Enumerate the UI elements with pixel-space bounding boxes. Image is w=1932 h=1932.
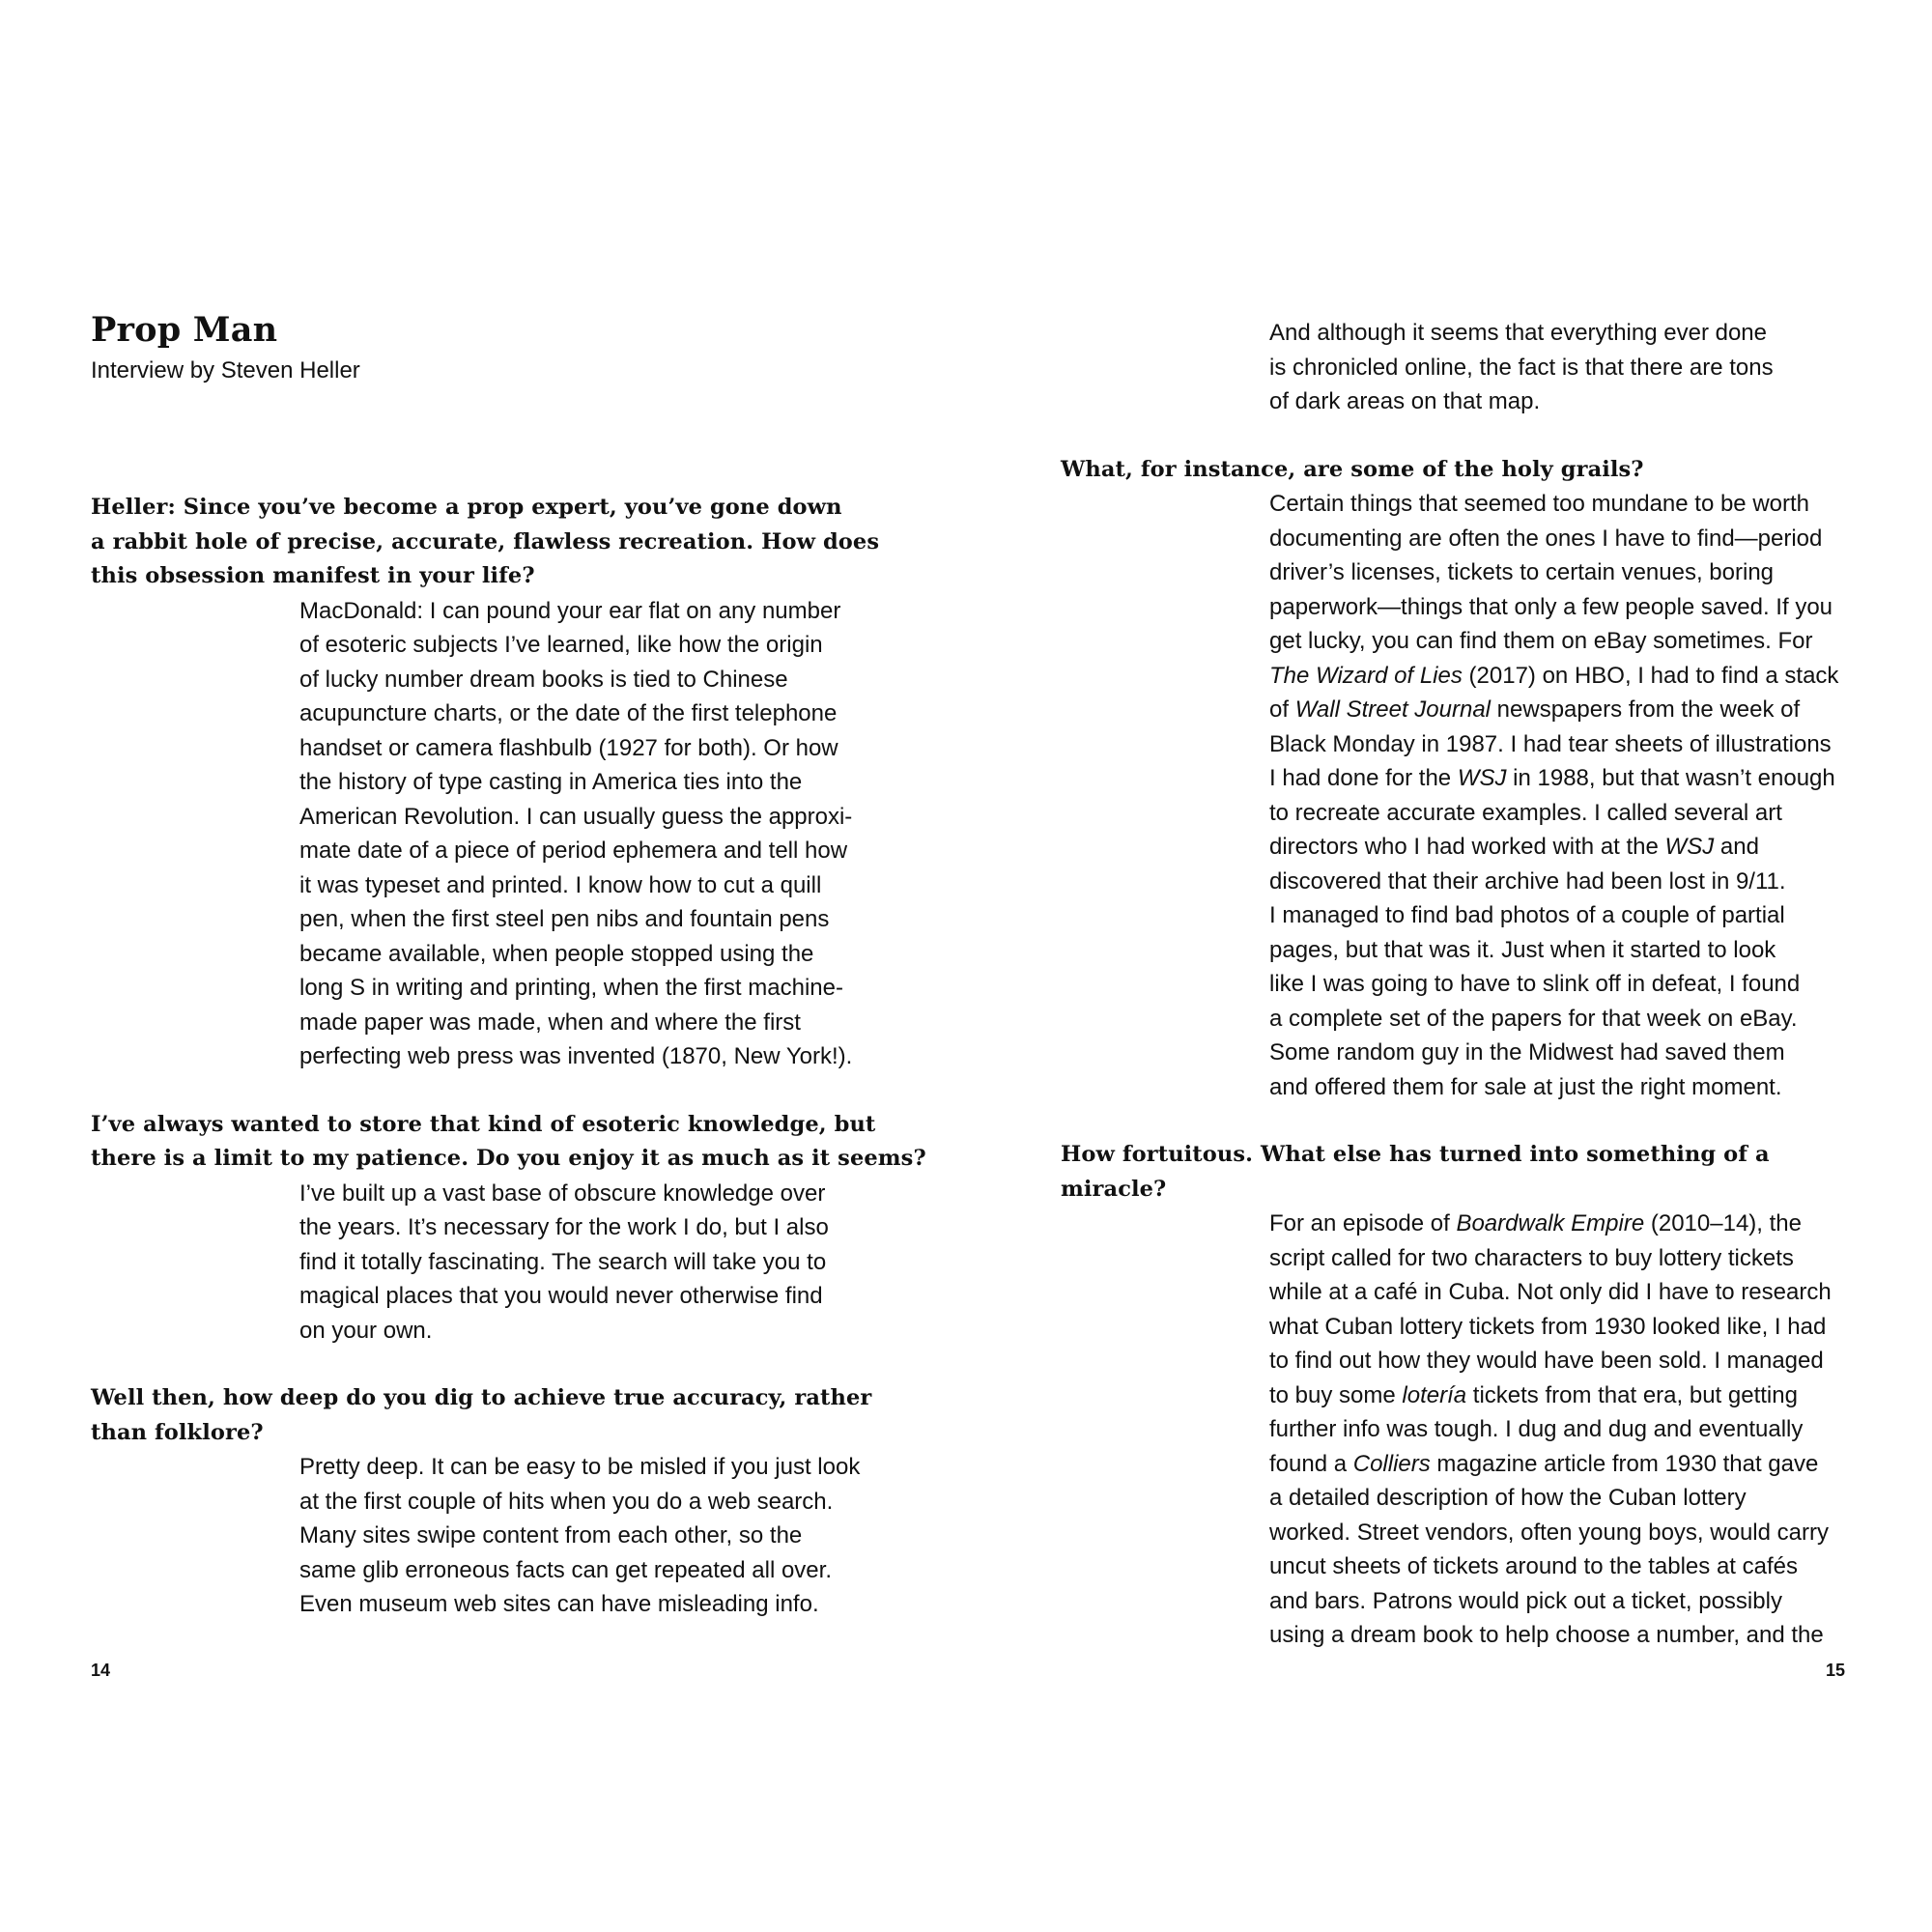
question-2: I’ve always wanted to store that kind of esoteric knowledge, but there is a limit to my patience. Do you enjoy it as much as it seems? [91, 1111, 926, 1171]
left-page-column [91, 307, 926, 1622]
question-1: Heller: Since you’ve become a prop expert, you’ve gone down a rabbit hole of precise, accurate, flawless recreation. How does this obsession manifest in your life? [91, 495, 880, 588]
question-3: Well then, how deep do you dig to achieve true accuracy, rather than folklore? [91, 1385, 872, 1445]
answer-2: I’ve built up a vast base of obscure knowledge over the years. It’s necessary for the work I do, but I also find it totally fascinating. The search will take you to magical places that you would never otherwise find on your own. [299, 1179, 829, 1344]
article-byline: Interview by Steven Heller [91, 357, 360, 384]
answer-continued: And although it seems that everything ever done is chronicled online, the fact is that there are tons of dark areas on that map. [1269, 320, 1774, 414]
answer-3: Pretty deep. It can be easy to be misled if you just look at the first couple of hits when you do a web search. Many sites swipe content from each other, so the same glib erroneous facts can get repeated all over. Even museum web sites can have misleading info. [299, 1454, 861, 1617]
answer-5: For an episode of Boardwalk Empire (2010–14), the script called for two characters to buy lottery tickets while at a café in Cuba. Not only did I have to research what Cuban lottery tickets from 1930 looked like, I had to find out how they would have been sold. I managed to buy some lotería tickets from that era, but getting further info was tough. I dug and dug and eventually found a Colliers magazine article from 1930 that gave a detailed description of how the Cuban lottery worked. Street vendors, often young boys, would carry uncut sheets of tickets around to the tables at cafés and bars. Patrons would pick out a ticket, possibly using a dream book to help choose a number, and the [1269, 1210, 1832, 1648]
page-number-left: 14 [91, 1661, 111, 1680]
answer-1: MacDonald: I can pound your ear flat on any number of esoteric subjects I’ve learned, like how the origin of lucky number dream books is tied to Chinese acupuncture charts, or the date of the first telephone handset or camera flashbulb (1927 for both). Or how the history of type casting in America ties into the American Revolution. I can usually guess the approxi- mate date of a piece of period ephemera and tell how it was typeset and printed. I know how to cut a quill pen, when the first steel pen nibs and fountain pens became available, when people stopped using the long S in writing and printing, when the first machine- made paper was made, when and where the first perfecting web press was invented (1870, New York!). [299, 597, 853, 1069]
right-page-column [1061, 316, 1872, 1653]
page-number-right: 15 [1825, 1661, 1845, 1680]
article-title: Prop Man [91, 310, 278, 350]
question-5: How fortuitous. What else has turned into something of a miracle? [1061, 1142, 1770, 1202]
question-4: What, for instance, are some of the holy grails? [1061, 456, 1644, 482]
answer-4: Certain things that seemed too mundane to be worth documenting are often the ones I have to find—period driver’s licenses, tickets to certain venues, boring paperwork—things that only a few people saved. If you get lucky, you can find them on eBay sometimes. For The Wizard of Lies (2017) on HBO, I had to find a stack of Wall Street Journal newspapers from the week of Black Monday in 1987. I had tear sheets of illustrations I had done for the WSJ in 1988, but that wasn’t enough to recreate accurate examples. I called several art directors who I had worked with at the WSJ and discovered that their archive had been lost in 9/11. I managed to find bad photos of a couple of partial pages, but that was it. Just when it started to look like I was going to have to slink off in defeat, I found a complete set of the papers for that week on eBay. Some random guy in the Midwest had saved them and offered them for sale at just the right moment. [1269, 491, 1839, 1100]
spacer [91, 387, 902, 456]
